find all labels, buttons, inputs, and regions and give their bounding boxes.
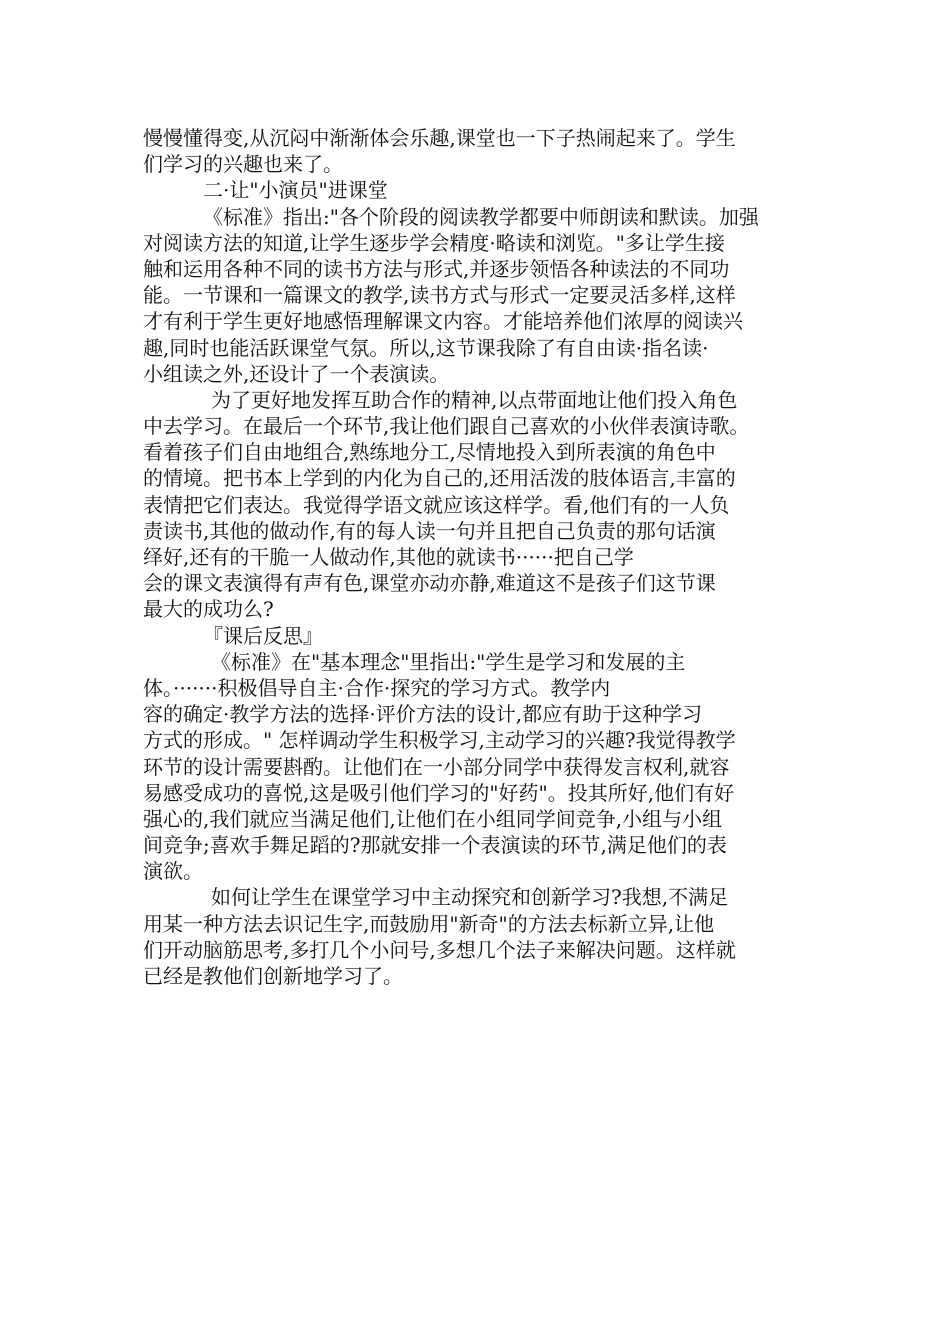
text-line: 会的课文表演得有声有色,课堂亦动亦静,难道这不是孩子们这节课 <box>143 571 716 596</box>
text-line: 责读书,其他的做动作,有的每人读一句并且把自己负责的那句话演 <box>143 518 716 543</box>
text-line: 《标准》指出:"各个阶段的阅读教学都要中师朗读和默读。加强 <box>203 204 759 229</box>
text-line: 表情把它们表达。我觉得学语文就应该这样学。看,他们有的一人负 <box>143 492 730 517</box>
text-line: 触和运用各种不同的读书方法与形式,并逐步领悟各种读法的不同功 <box>143 256 730 281</box>
text-line: 演欲。 <box>143 859 203 884</box>
text-line: 对阅读方法的知道,让学生逐步学会精度·略读和浏览。"多让学生接 <box>143 230 725 255</box>
text-line: 的情境。把书本上学到的内化为自己的,还用活泼的肢体语言,丰富的 <box>143 466 736 491</box>
text-line: 才有利于学生更好地感悟理解课文内容。才能培养他们浓厚的阅读兴 <box>143 309 743 334</box>
text-line: 《标准》在"基本理念"里指出:"学生是学习和发展的主 <box>211 649 686 674</box>
section-heading: 二·让"小演员"进课堂 <box>203 178 388 203</box>
text-line: 易感受成功的喜悦,这是吸引他们学习的"好药"。投其所好,他们有好 <box>143 780 735 805</box>
text-line: 们学习的兴趣也来了。 <box>143 152 343 177</box>
text-line: 中去学习。在最后一个环节,我让他们跟自己喜欢的小伙伴表演诗歌。 <box>143 414 750 439</box>
text-line: 看着孩子们自由地组合,熟练地分工,尽情地投入到所表演的角色中 <box>143 440 716 465</box>
text-line: 们开动脑筋思考,多打几个小问号,多想几个法子来解决问题。这样就 <box>143 937 736 962</box>
text-line: 能。一节课和一篇课文的教学,读书方式与形式一定要灵活多样,这样 <box>143 283 736 308</box>
text-line: 已经是教他们创新地学习了。 <box>143 964 403 988</box>
text-line: 强心的,我们就应当满足他们,让他们在小组同学间竞争,小组与小组 <box>143 806 723 831</box>
text-line: 慢慢懂得变,从沉闷中渐渐体会乐趣,课堂也一下子热闹起来了。学生 <box>143 126 736 150</box>
text-line: 绎好,还有的干脆一人做动作,其他的就读书······把自己学 <box>143 545 634 569</box>
text-line: 为了更好地发挥互助合作的精神,以点带面地让他们投入角色 <box>211 387 738 412</box>
text-line: 小组读之外,还设计了一个表演读。 <box>143 361 450 386</box>
text-line: 方式的形成。" 怎样调动学生积极学习,主动学习的兴趣?我觉得教学 <box>143 728 736 753</box>
text-line: 体。·······积极倡导自主·合作·探究的学习方式。教学内 <box>143 675 611 700</box>
text-line: 趣,同时也能活跃课堂气氛。所以,这节课我除了有自由读·指名读· <box>143 335 709 360</box>
text-line: 环节的设计需要斟酌。让他们在一小部分同学中获得发言权利,就容 <box>143 754 730 779</box>
section-heading: 『课后反思』 <box>203 623 323 648</box>
text-line: 间竞争;喜欢手舞足蹈的?那就安排一个表演读的环节,满足他们的表 <box>143 833 727 858</box>
text-line: 容的确定·教学方法的选择·评价方法的设计,都应有助于这种学习 <box>143 702 703 727</box>
text-line: 最大的成功么? <box>143 597 274 622</box>
text-line: 如何让学生在课堂学习中主动探究和创新学习?我想,不满足 <box>211 885 729 910</box>
text-line: 用某一种方法去识记生字,而鼓励用"新奇"的方法去标新立异,让他 <box>143 911 715 936</box>
document-body <box>143 125 813 989</box>
